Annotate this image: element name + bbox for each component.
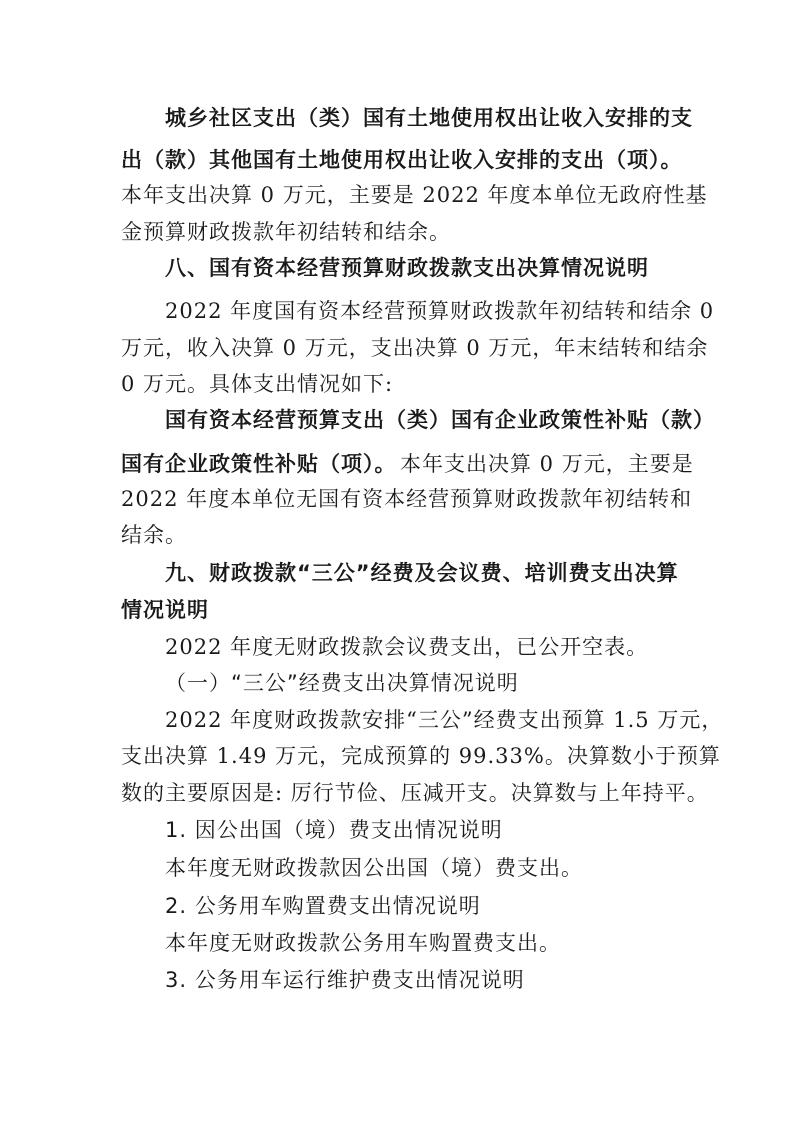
paragraph-3-line-3: 2022 年度本单位无国有资本经营预算财政拨款年初结转和 xyxy=(121,487,693,511)
paragraph-5-line-3: 数的主要原因是: 厉行节俭、压减开支。决算数与上年持平。 xyxy=(121,781,709,805)
paragraph-2-line-3: 0 万元。具体支出情况如下: xyxy=(121,372,394,396)
paragraph-1-lead-line-2: 出（款）其他国有土地使用权出让收入安排的支出（项）。 xyxy=(121,148,683,172)
paragraph-1-lead-line-1: 城乡社区支出（类）国有土地使用权出让收入安排的支 xyxy=(165,106,693,130)
paragraph-3-lead-line-2: 国有企业政策性补贴（项）。 xyxy=(121,452,397,476)
paragraph-2-line-2: 万元，收入决算 0 万元，支出决算 0 万元，年末结转和结余 xyxy=(121,336,709,360)
paragraph-5-line-1: 2022 年度财政拨款安排“三公”经费支出预算 1.5 万元， xyxy=(165,708,724,732)
paragraph-4: 2022 年度无财政拨款会议费支出，已公开空表。 xyxy=(165,635,649,659)
paragraph-1-line-3: 本年支出决算 0 万元，主要是 2022 年度本单位无政府性基 xyxy=(121,183,708,207)
item-1-title: 1. 因公出国（境）费支出情况说明 xyxy=(165,818,503,842)
subsection-heading-1: （一）“三公”经费支出决算情况说明 xyxy=(165,671,519,695)
item-1-body: 本年度无财政拨款因公出国（境）费支出。 xyxy=(165,856,583,880)
item-2-title: 2. 公务用车购置费支出情况说明 xyxy=(165,894,481,918)
item-2-body: 本年度无财政拨款公务用车购置费支出。 xyxy=(165,931,561,955)
paragraph-5-line-2: 支出决算 1.49 万元，完成预算的 99.33%。决算数小于预算 xyxy=(121,744,721,768)
section-heading-8: 八、国有资本经营预算财政拨款支出决算情况说明 xyxy=(165,256,649,280)
paragraph-1-line-4: 金预算财政拨款年初结转和结余。 xyxy=(121,220,451,244)
paragraph-3-tail-line-2: 本年支出决算 0 万元，主要是 xyxy=(400,452,694,476)
section-heading-9-line-2: 情况说明 xyxy=(121,598,209,622)
section-heading-9-line-1: 九、财政拨款“三公”经费及会议费、培训费支出决算 xyxy=(165,561,679,585)
paragraph-3-line-4: 结余。 xyxy=(121,523,187,547)
paragraph-3-lead-line-1: 国有资本经营预算支出（类）国有企业政策性补贴（款） xyxy=(165,408,715,432)
paragraph-2-line-1: 2022 年度国有资本经营预算财政拨款年初结转和结余 0 xyxy=(165,299,715,323)
item-3-title: 3. 公务用车运行维护费支出情况说明 xyxy=(165,968,525,992)
